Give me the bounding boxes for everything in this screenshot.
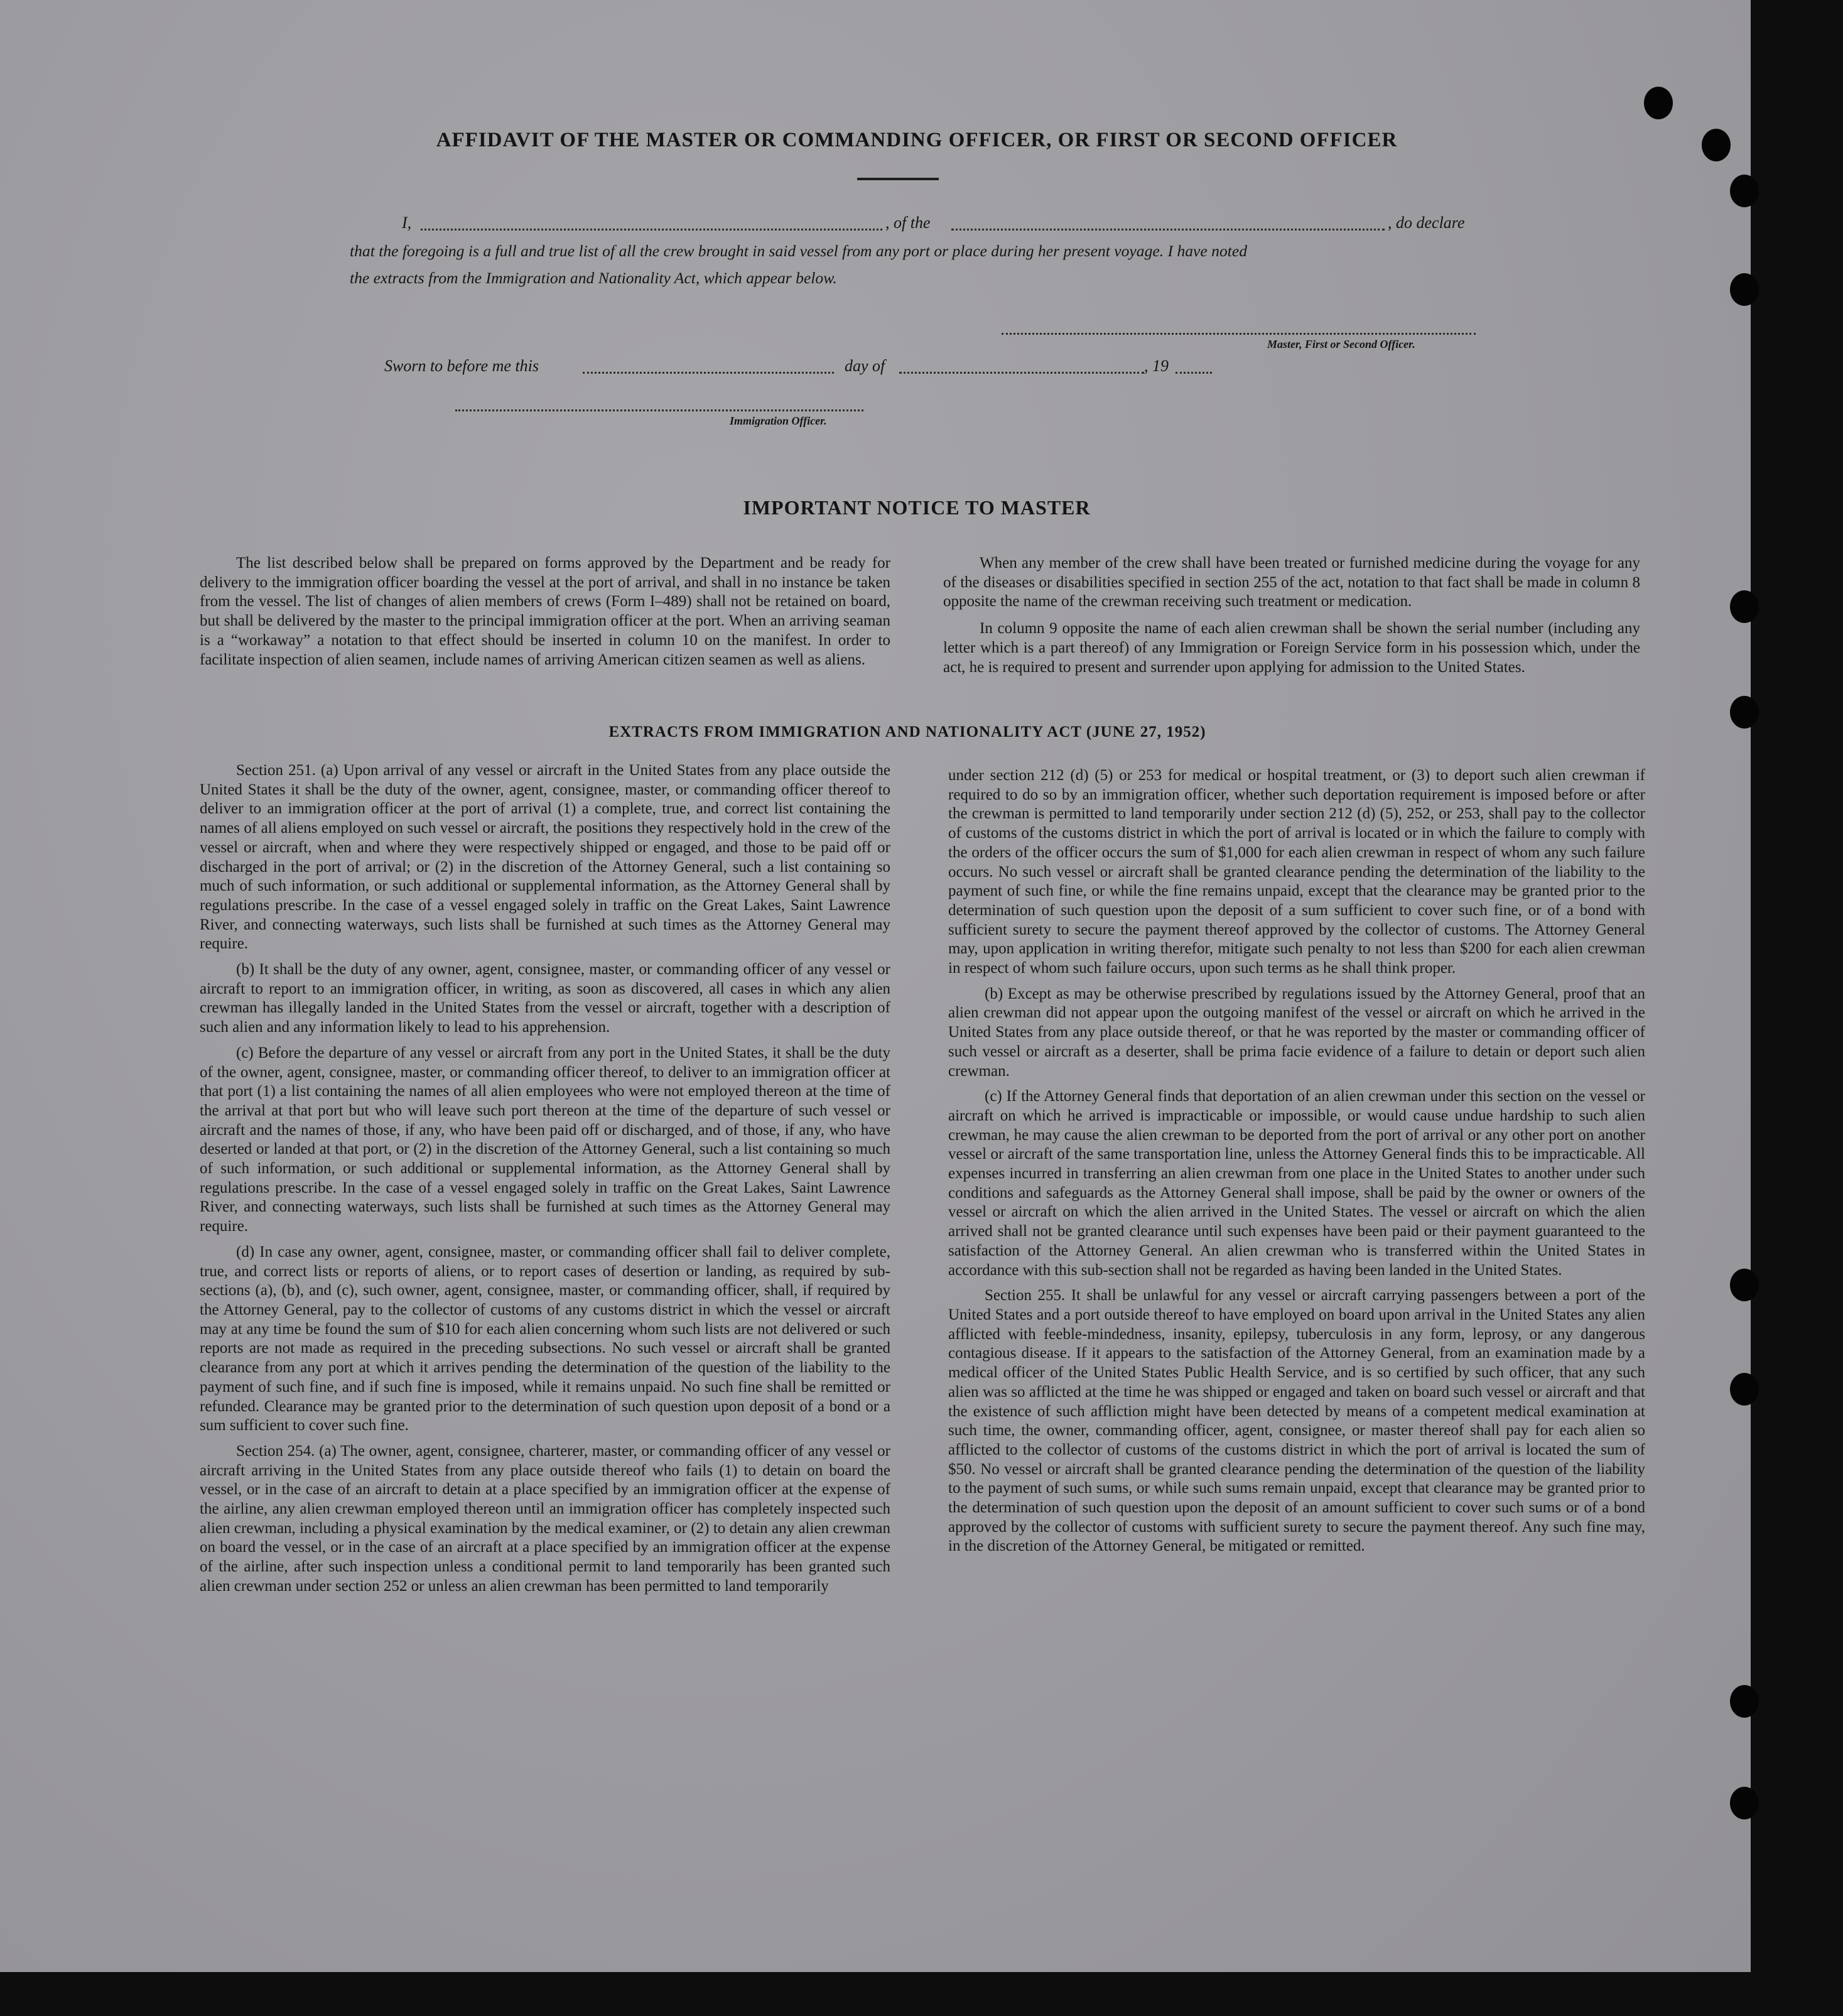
punch-hole <box>1730 1373 1759 1406</box>
affidavit-title: AFFIDAVIT OF THE MASTER OR COMMANDING OFFICER, OR FIRST OR SECOND OFFICER <box>436 129 1398 151</box>
punch-hole <box>1730 273 1759 306</box>
of-the-label: , of the <box>885 214 931 232</box>
title-rule <box>857 178 939 180</box>
section-251-a: Section 251. (a) Upon arrival of any vessel or aircraft in the United States from any place outside the United States it shall be the duty of the owner, agent, consignee, master, or commanding officer thereof to deliver to an immigration officer at the port of arrival (1) a complete, true, and correct list containing the names of all aliens employed on such vessel or aircraft, the positions they respectively hold in the crew of the vessel or aircraft, when and where they were respectively shipped or engaged, and those to be paid off or discharged in the port of arrival; or (2) in the discretion of the Attorney General, such a list containing so much of such information, or such additional or supplemental information, as the Attorney General shall by regulations prescribe. In the case of a vessel engaged solely in traffic on the Great Lakes, Saint Lawrence River, and connecting waterways, such lists shall be furnished at such times as the Attorney General may require. <box>200 762 890 953</box>
year-label: , 19 <box>1144 357 1169 375</box>
punch-hole <box>1702 129 1731 161</box>
notice-left-column <box>200 554 890 669</box>
day-of-label: day of <box>845 357 885 375</box>
do-declare-label: , do declare <box>1388 214 1465 232</box>
declaration-line-2: the extracts from the Immigration and Nationality Act, which appear below. <box>350 269 837 287</box>
section-254-b: (b) Except as may be otherwise prescribed by regulations issued by the Attorney General, proof that an alien crewman did not appear upon the outgoing manifest of the vessel or aircraft on which he arrived in the United States from any place outside thereof, or that he was reported by the master or commanding officer of such vessel or aircraft as a deserter, shall be prima facie evidence of a failure to detain or deport such alien crewman. <box>948 985 1645 1080</box>
sworn-label: Sworn to before me this <box>384 357 539 375</box>
section-254-c: (c) If the Attorney General finds that deportation of an alien crewman under this section on the vessel or aircraft on which he arrived is impracticable or impossible, or would cause undue hardship to such alien crewman, he may cause the alien crewman to be deported from the port of arrival or any other port on another vessel or aircraft of the same transportation line, unless the Attorney General finds this to be impracticable. All expenses incurred in transferring an alien crewman from one place in the United States to another under such conditions and safeguards as the Attorney General shall impose, shall be paid by the owner or owners of the vessel or aircraft on which the alien arrived in the United States. The vessel or aircraft on which the alien arrived shall not be granted clearance until such expenses have been paid or their payment guaranteed to the satisfaction of the Attorney General. An alien crewman who is transferred within the United States in accordance with this sub-section shall not be regarded as having been landed in the United States. <box>948 1088 1645 1279</box>
punch-hole <box>1730 1787 1759 1819</box>
punch-hole <box>1730 1685 1759 1718</box>
extracts-left-column <box>200 761 890 1596</box>
punch-hole <box>1730 590 1759 623</box>
notice-paragraph: The list described below shall be prepared on forms approved by the Department and be ready for delivery to the immigration officer boarding the vessel at the port of arrival, and shall in no instance be taken from the vessel. The list of changes of alien members of crews (Form I–489) shall not be retained on board, but shall be delivered by the master to the principal immigration officer at the port. When an arriving seaman is a “workaway” a notation to that effect should be inserted in column 10 on the manifest. In order to facilitate inspection of alien seamen, include names of arriving American citizen seamen as well as aliens. <box>200 555 890 668</box>
master-signature-label: Master, First or Second Officer. <box>1267 338 1415 350</box>
sworn-month-field[interactable] <box>899 372 1144 374</box>
section-254-a-continued: under section 212 (d) (5) or 253 for medical or hospital treatment, or (3) to deport such alien crewman if required to do so by an immigration officer, whether such deportation requirement is imposed before or after the crewman is permitted to land temporarily under section 212 (d) (5), 252, or 253, shall pay to the collector of customs of the customs district in which the port of arrival is located or in which the failure to comply with the orders of the officer occurs the sum of $1,000 for each alien crewman in respect of whom any such failure occurs. No such vessel or aircraft shall be granted clearance pending the determination of the liability to the payment of such fine, or while the fine remains unpaid, except that the clearance may be granted prior to the determination of such question upon the deposit of a sum sufficient to cover such fine, or of a bond with sufficient surety to secure the payment thereof approved by the collector of customs. The Attorney General may, upon application in writing therefor, mitigate such penalty to not less than $200 for each alien crewman in respect of whom such failure occurs, upon such terms as he shall think proper. <box>948 767 1645 977</box>
punch-hole <box>1730 1269 1759 1301</box>
sworn-year-field[interactable] <box>1176 372 1212 374</box>
notice-paragraph: When any member of the crew shall have been treated or furnished medicine during the voyage for any of the diseases or disabilities specified in section 255 of the act, notation to that fact shall be made in column 8 opposite the name of the crewman receiving such treatment or medication. <box>943 555 1640 610</box>
punch-hole <box>1644 87 1673 119</box>
notice-title: IMPORTANT NOTICE TO MASTER <box>743 496 1091 519</box>
i-label: I, <box>402 214 412 232</box>
punch-hole <box>1730 175 1759 207</box>
section-251-d: (d) In case any owner, agent, consignee, master, or commanding officer shall fail to deliver complete, true, and correct lists or reports of aliens, or to report cases of desertion or landing, as required by sub-sections (a), (b), and (c), such owner, agent, consignee, master, or commanding officer, shall, if required by the Attorney General, pay to the collector of customs of any customs district in which the vessel or aircraft may at any time be found the sum of $10 for each alien concerning whom such lists are not delivered or such reports are not made as required in the preceding subsections. No such vessel or aircraft shall be granted clearance from any port at which it arrives pending the determination of the question of the liability to the payment of such fine, and if such fine is imposed, while it remains unpaid. No such fine shall be remitted or refunded. Clearance may be granted prior to the determination of such question upon deposit of a bond or a sum sufficient to cover such fine. <box>200 1243 890 1434</box>
sworn-day-field[interactable] <box>583 372 834 374</box>
immigration-officer-signature-field[interactable] <box>455 409 863 411</box>
section-255: Section 255. It shall be unlawful for any vessel or aircraft carrying passengers between a port of the United States and a port outside thereof to have employed on board upon arrival in the United States any alien afflicted with feeble-mindedness, insanity, epilepsy, tuberculosis in any form, leprosy, or any dangerous contagious disease. If it appears to the satisfaction of the Attorney General, from an examination made by a medical officer of the United States Public Health Service, and is so certified by such officer, that any such alien was so afflicted at the time he was shipped or engaged and taken on board such vessel or aircraft and that the existence of such affliction might have been detected by means of a competent medical examination at such time, the owner, commanding officer, agent, consignee, or master thereof shall pay for each alien so afflicted to the collector of customs of the customs district in which the port of arrival is located the sum of $50. No vessel or aircraft shall be granted clearance pending the determination of the question of the liability to the payment of such sums, or while such sums remain unpaid, except that clearance may be granted prior to the determination of such question upon the deposit of an amount sufficient to cover such sums or of a bond approved by the collector of customs with sufficient surety to secure the payment thereof. Any such fine may, in the discretion of the Attorney General, be mitigated or remitted. <box>948 1287 1645 1555</box>
notice-right-column <box>943 554 1640 677</box>
vessel-field[interactable] <box>951 229 1385 230</box>
extracts-right-column <box>948 766 1645 1556</box>
punch-hole <box>1730 696 1759 729</box>
section-254-a: Section 254. (a) The owner, agent, consignee, charterer, master, or commanding officer of any vessel or aircraft arriving in the United States from any place outside thereof who fails (1) to detain on board the vessel, or in the case of an aircraft to detain at a place specified by an immigration officer at the expense of the airline, any alien crewman employed thereon until an immigration officer has completely inspected such alien crewman, including a physical examination by the medical examiner, or (2) to detain any alien crewman on board the vessel, or in the case of an aircraft at a place specified by an immigration officer at the expense of the airline, after such inspection unless a conditional permit to land temporarily has been granted such alien crewman under section 252 or unless an alien crewman has been permitted to land temporarily <box>200 1442 890 1595</box>
extracts-title: EXTRACTS FROM IMMIGRATION AND NATIONALITY ACT (JUNE 27, 1952) <box>608 723 1206 740</box>
notice-paragraph: In column 9 opposite the name of each alien crewman shall be shown the serial number (including any letter which is a part thereof) of any Immigration or Foreign Service form in his possession which, under the act, he is required to present and surrender upon applying for admission to the United States. <box>943 620 1640 676</box>
immigration-officer-label: Immigration Officer. <box>730 415 827 427</box>
section-251-c: (c) Before the departure of any vessel or aircraft from any port in the United States, it shall be the duty of the owner, agent, consignee, master, or commanding officer thereof, to deliver to an immigration officer at that port (1) a list containing the names of all alien employees who were not employed thereon at the time of the arrival at that port but who will leave such port thereon at the time of the departure of such vessel or aircraft and the names of those, if any, who have been paid off or discharged, and of those, if any, who have deserted or landed at that port, or (2) in the discretion of the Attorney General, such a list containing so much of such information, or such additional or supplemental information, as the Attorney General shall by regulations prescribe. In the case of a vessel engaged solely in traffic on the Great Lakes, Saint Lawrence River, and connecting waterways, such lists shall be furnished at such times as the Attorney General may require. <box>200 1044 890 1235</box>
master-signature-field[interactable] <box>1002 333 1476 335</box>
name-field[interactable] <box>421 229 882 230</box>
section-251-b: (b) It shall be the duty of any owner, agent, consignee, master, or commanding officer of any vessel or aircraft to report to an immigration officer, in writing, as soon as discovered, all cases in which any alien crewman has illegally landed in the United States from the vessel or aircraft, together with a description of such alien and any information likely to lead to his apprehension. <box>200 961 890 1036</box>
declaration-line-1: that the foregoing is a full and true list of all the crew brought in said vessel from any port or place during her present voyage. I have noted <box>350 242 1248 260</box>
